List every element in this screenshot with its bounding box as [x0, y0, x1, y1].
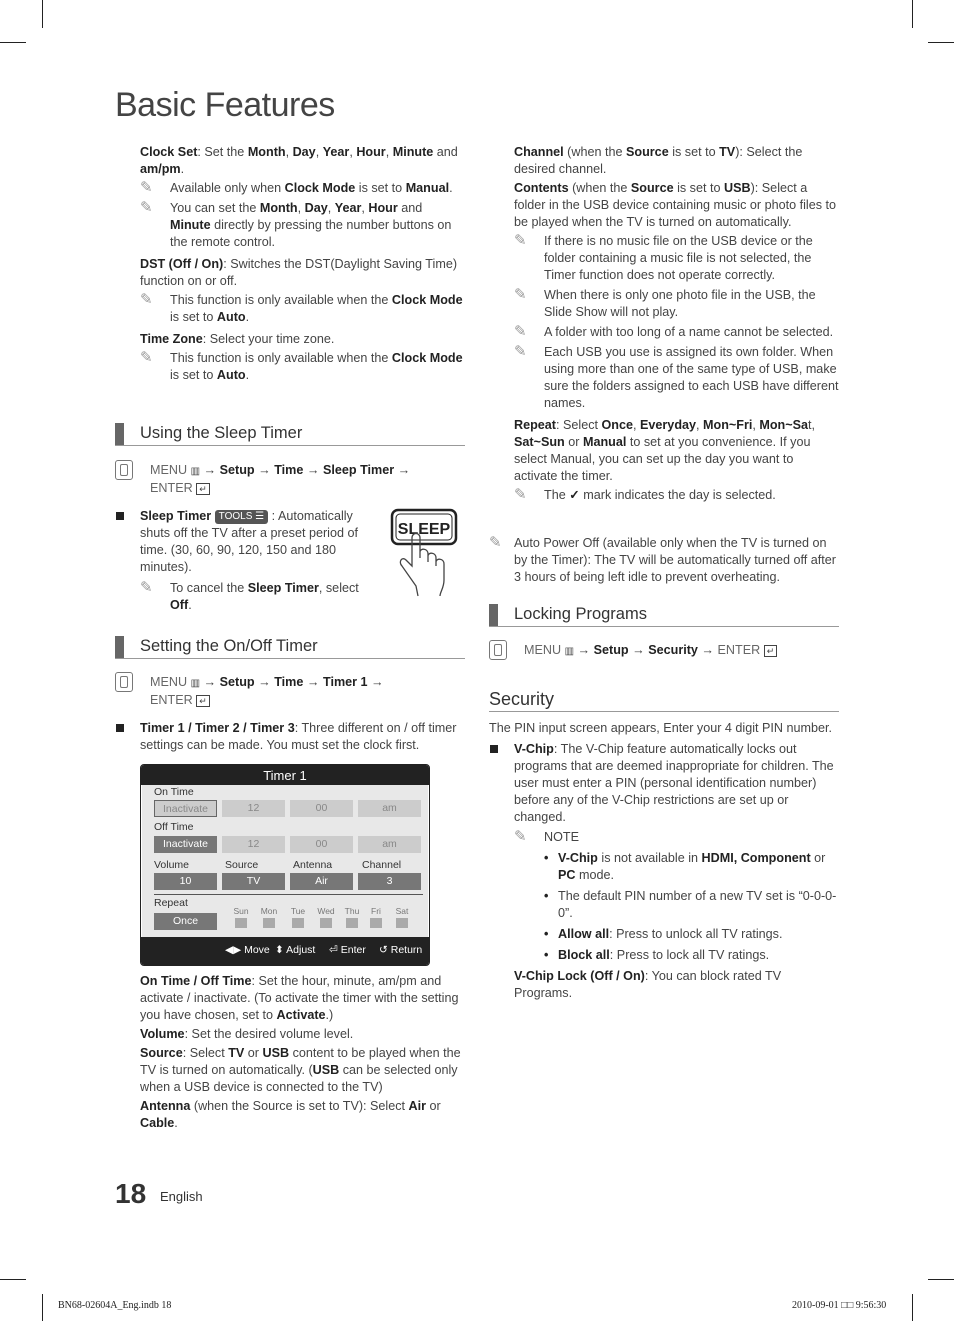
pencil-note-icon: ✎	[514, 286, 527, 303]
channel-field[interactable]: 3	[358, 873, 421, 890]
volume-label: Volume	[154, 859, 190, 871]
pencil-note-icon: ✎	[140, 579, 153, 596]
note-usb: ✎ Each USB you use is assigned its own folder. When using more than one of the same type of USB, make sure the folders assigned to each USB have different names.	[514, 343, 839, 410]
off-ampm-field[interactable]: am	[358, 836, 421, 853]
pencil-note-icon: ✎	[489, 534, 502, 551]
bullet-square	[116, 724, 124, 732]
right-column-top	[514, 144, 839, 507]
crop-mark	[912, 0, 913, 28]
left-column-clock	[140, 144, 465, 387]
note-bullet: • The default PIN number of a new TV set is “0-0-0-0”.	[544, 889, 837, 920]
up-down-arrow-icon: ⬍	[275, 944, 284, 956]
note-usb: ✎ If there is no music file on the USB device or the folder containing a music file is not selected, the Timer function does not operate correctly.	[514, 232, 813, 282]
pencil-note-icon: ✎	[140, 349, 153, 366]
heading-bar	[115, 423, 124, 445]
vchip-section	[514, 741, 839, 1004]
on-minute-field[interactable]: 00	[290, 800, 353, 817]
day-checkbox[interactable]	[370, 918, 382, 928]
enter-icon: ↵	[196, 483, 210, 495]
check-mark-icon: ✓	[569, 488, 580, 502]
note-label: ✎ NOTE	[514, 828, 579, 845]
repeat-label: Repeat	[154, 897, 188, 909]
day-label-fri: Fri	[371, 906, 381, 916]
auto-power-off-note: ✎ Auto Power Off (available only when the TV is turned on by the Timer): The TV will be automatically turned off after 3 hours of being left idle to prevent overheating.	[489, 534, 836, 584]
crop-mark	[0, 1279, 26, 1280]
pencil-note-icon: ✎	[514, 232, 527, 249]
svg-text:SLEEP: SLEEP	[397, 521, 451, 538]
clock-set-text: Clock Set: Set the Month, Day, Year, Hour, Minute and am/pm.	[140, 145, 458, 176]
repeat-text: Repeat: Select Once, Everyday, Mon~Fri, Mon~Sat, Sat~Sun or Manual to set at you convenience. If you select Manual, you can set up the day you want to activate the timer.	[514, 418, 815, 483]
bullet-square	[116, 512, 124, 520]
enter-hint: ⏎ Enter	[329, 944, 366, 956]
crop-mark	[928, 42, 954, 43]
day-label-sun: Sun	[233, 906, 249, 916]
on-off-time-text: On Time / Off Time: Set the hour, minute, am/pm and activate / inactivate. (To activate the timer with the setting you have chosen, set to Activate.)	[140, 974, 459, 1022]
crop-mark	[42, 1294, 43, 1321]
menu-grid-icon: ▥	[190, 678, 201, 689]
pencil-note-icon: ✎	[514, 343, 527, 360]
pin-intro: The PIN input screen appears, Enter your 4 digit PIN number.	[489, 721, 833, 735]
security-heading: Security	[489, 689, 839, 712]
note-bullet: • V-Chip is not available in HDMI, Component or PC mode.	[544, 851, 826, 882]
onoff-timer-menu-path: MENU ▥ → Setup → Time → Timer 1 → ENTER ↵	[115, 674, 465, 710]
off-hour-field[interactable]: 12	[222, 836, 285, 853]
on-ampm-field[interactable]: am	[358, 800, 421, 817]
bullet-square	[490, 745, 498, 753]
channel-label: Channel	[362, 859, 402, 871]
contents-text: Contents (when the Source is set to USB): Select a folder in the USB device containing music or photo files to be played when the TV is turned on automatically.	[514, 181, 837, 229]
note-bullet: • Block all: Press to lock all TV ratings.	[544, 948, 770, 962]
off-time-label: Off Time	[154, 821, 194, 833]
crop-mark	[42, 0, 43, 28]
heading-bar	[115, 636, 124, 658]
day-label-thu: Thu	[344, 906, 360, 916]
note-clock-mode: ✎ Available only when Clock Mode is set to Manual.	[140, 179, 453, 196]
day-checkbox[interactable]	[235, 918, 247, 928]
on-activate-field[interactable]: Inactivate	[154, 800, 217, 817]
heading-bar	[489, 604, 498, 626]
day-checkbox[interactable]	[320, 918, 332, 928]
note-time-zone: ✎ This function is only available when the Clock Mode is set to Auto.	[140, 349, 463, 382]
day-label-tue: Tue	[290, 906, 306, 916]
day-checkbox[interactable]	[346, 918, 358, 928]
source-field[interactable]: TV	[222, 873, 285, 890]
menu-grid-icon: ▥	[564, 646, 575, 657]
remote-menu-icon	[115, 672, 133, 692]
pencil-note-icon: ✎	[514, 486, 527, 503]
security-body	[489, 720, 841, 741]
remote-menu-icon	[115, 460, 133, 480]
antenna-text: Antenna (when the Source is set to TV): Select Air or Cable.	[140, 1099, 441, 1130]
print-date-time: 2010-09-01 □□ 9:56:30	[792, 1300, 887, 1311]
left-right-arrow-icon: ◀▶	[225, 944, 242, 956]
tools-button-icon: TOOLS ☰	[215, 510, 268, 524]
page-language: English	[160, 1189, 203, 1204]
return-hint: ↺ Return	[379, 944, 423, 956]
note-dst: ✎ This function is only available when the Clock Mode is set to Auto.	[140, 291, 463, 324]
day-checkbox[interactable]	[263, 918, 275, 928]
sleep-button-hand-icon	[390, 508, 462, 598]
left-column-bottom	[140, 973, 465, 1134]
locking-menu-path: MENU ▥ → Setup → Security → ENTER ↵	[489, 642, 839, 660]
page-title: Basic Features	[115, 86, 335, 124]
page-number: 18	[115, 1178, 147, 1209]
crop-mark	[928, 1279, 954, 1280]
adjust-hint: ⬍ Adjust	[275, 944, 316, 956]
return-icon: ↺	[379, 944, 388, 956]
pencil-note-icon: ✎	[140, 291, 153, 308]
note-cancel-sleep: ✎ To cancel the Sleep Timer, select Off.	[140, 579, 359, 612]
vchip-text: V-Chip: The V-Chip feature automatically locks out programs that are deemed inappropriate for children. The user must enter a PIN (personal identification number) before any of the V-Chip restrictions are set up or changed.	[514, 742, 834, 824]
sleep-timer-menu-path: MENU ▥ → Setup → Time → Sleep Timer → ENTER ↵	[115, 462, 465, 498]
sleep-timer-text: Sleep Timer TOOLS ☰ : Automatically shuts off the TV after a preset period of time. (30, 60, 90, 120, 150 and 180 minutes). ✎ To cancel the Sleep Timer, select Off.	[140, 508, 370, 617]
on-hour-field[interactable]: 12	[222, 800, 285, 817]
osd-title: Timer 1	[141, 765, 429, 785]
osd-footer	[141, 937, 429, 965]
source-text: Source: Select TV or USB content to be played when the TV is turned on automatically. (USB can be selected only when a USB device is connected to the TV)	[140, 1046, 461, 1094]
on-time-label: On Time	[154, 786, 194, 798]
off-activate-field[interactable]: Inactivate	[154, 836, 217, 853]
antenna-label: Antenna	[293, 859, 333, 871]
file-name: BN68-02604A_Eng.indb 18	[58, 1300, 172, 1311]
day-label-wed: Wed	[317, 906, 335, 916]
vchip-lock-text: V-Chip Lock (Off / On): You can block rated TV Programs.	[514, 969, 782, 1000]
onoff-timer-heading: Setting the On/Off Timer	[115, 636, 465, 659]
volume-field[interactable]: 10	[154, 873, 217, 890]
channel-text: Channel (when the Source is set to TV): Select the desired channel.	[514, 145, 803, 176]
pencil-note-icon: ✎	[514, 828, 527, 845]
timer-osd-screen	[140, 764, 430, 966]
day-checkbox[interactable]	[396, 918, 408, 928]
note-check-mark: ✎ The ✓ mark indicates the day is selected.	[514, 486, 776, 503]
note-bullet: • Allow all: Press to unlock all TV ratings.	[544, 927, 783, 941]
time-zone-text: Time Zone: Select your time zone.	[140, 332, 335, 346]
osd-body	[142, 785, 428, 937]
day-label-sat: Sat	[395, 906, 409, 916]
note-usb: ✎ A folder with too long of a name cannot be selected.	[514, 323, 834, 340]
move-hint: ◀▶ Move	[225, 944, 270, 956]
repeat-field[interactable]: Once	[154, 913, 217, 930]
remote-menu-icon	[489, 640, 507, 660]
osd-divider	[154, 894, 423, 895]
note-number-buttons: ✎ You can set the Month, Day, Year, Hour and Minute directly by pressing the number buttons on the remote control.	[140, 199, 452, 249]
sleep-timer-heading: Using the Sleep Timer	[115, 423, 465, 446]
antenna-field[interactable]: Air	[290, 873, 353, 890]
enter-icon: ↵	[196, 695, 210, 707]
volume-text: Volume: Set the desired volume level.	[140, 1027, 354, 1041]
off-minute-field[interactable]: 00	[290, 836, 353, 853]
pencil-note-icon: ✎	[514, 323, 527, 340]
day-label-mon: Mon	[260, 906, 278, 916]
crop-mark	[0, 42, 26, 43]
source-label: Source	[225, 859, 259, 871]
enter-icon: ⏎	[329, 944, 338, 956]
dst-text: DST (Off / On): Switches the DST(Daylight Saving Time) function on or off.	[140, 257, 458, 288]
pencil-note-icon: ✎	[140, 199, 153, 216]
crop-mark	[912, 1294, 913, 1321]
locking-programs-heading: Locking Programs	[489, 604, 839, 627]
note-usb: ✎ When there is only one photo file in the USB, the Slide Show will not play.	[514, 286, 816, 319]
enter-icon: ↵	[764, 645, 778, 657]
timers-text: Timer 1 / Timer 2 / Timer 3: Three different on / off timer settings can be made. You must set the clock first.	[140, 721, 457, 752]
pencil-note-icon: ✎	[140, 179, 153, 196]
menu-grid-icon: ▥	[190, 466, 201, 477]
day-checkbox[interactable]	[292, 918, 304, 928]
